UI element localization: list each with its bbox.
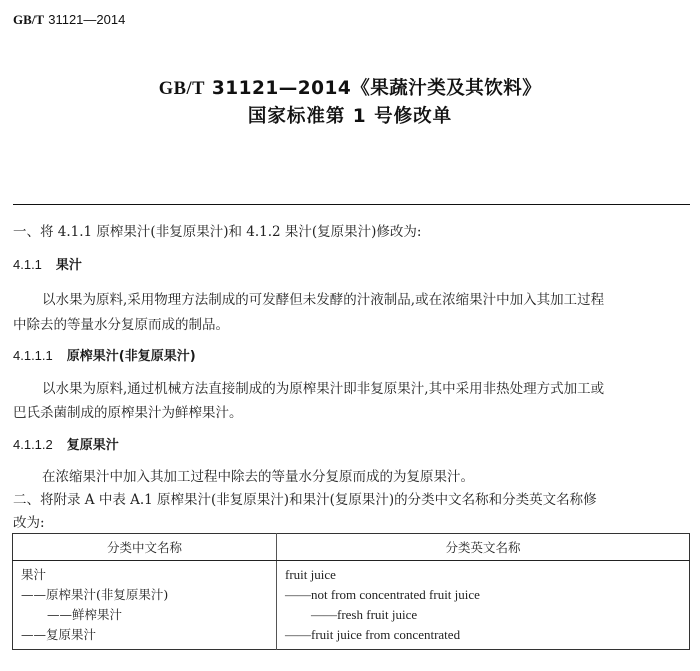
s4111-paragraph-line1: 以水果为原料,通过机械方法直接制成的为原榨果汁即非复原果汁,其中采用非热处理方式加工或	[42, 381, 605, 397]
zh-fruit-juice: 果汁	[21, 567, 47, 582]
classification-table	[12, 533, 690, 650]
table-row	[13, 561, 690, 650]
section-title: 原榨果汁(非复原果汁)	[66, 349, 196, 364]
header-chinese-name: 分类中文名称	[13, 534, 277, 561]
s4111-paragraph-line2: 巴氏杀菌制成的原榨果汁为鲜榨果汁。	[13, 405, 243, 421]
item2-line2: 改为:	[13, 515, 45, 531]
standard-number: 31121—2014	[48, 12, 126, 27]
document-title-line1	[0, 74, 700, 100]
section-4-1-1-1-heading	[13, 345, 196, 364]
s411-paragraph-line1: 以水果为原料,采用物理方法制成的可发酵但未发酵的汁液制品,或在浓缩果汁中加入其加工过程	[42, 292, 605, 308]
table-header-row	[13, 534, 690, 561]
en-fresh-juice: ——fresh fruit juice	[311, 607, 418, 622]
standard-code-header	[13, 12, 125, 28]
item2-line1: 二、将附录 A 中表 A.1 原榨果汁(非复原果汁)和果汁(复原果汁)的分类中文名称和分类英文名称修	[13, 492, 597, 508]
zh-nfc-juice: ——原榨果汁(非复原果汁)	[21, 587, 169, 602]
chinese-names-cell	[13, 561, 277, 650]
en-fruit-juice: fruit juice	[285, 567, 336, 582]
section-4-1-1-2-heading	[13, 434, 119, 453]
section-number: 4.1.1.2	[13, 437, 53, 452]
zh-fresh-juice: ——鲜榨果汁	[47, 607, 123, 622]
english-names-cell	[277, 561, 690, 650]
zh-from-concentrate: ——复原果汁	[21, 627, 97, 642]
document-title-line2: 国家标准第 1 号修改单	[247, 106, 453, 127]
en-from-concentrate: ——fruit juice from concentrated	[285, 627, 461, 642]
en-nfc-juice: ——not from concentrated fruit juice	[285, 587, 480, 602]
title-rest: 31121—2014《果蔬汁类及其饮料》	[204, 78, 542, 99]
item1-intro: 一、将 4.1.1 原榨果汁(非复原果汁)和 4.1.2 果汁(复原果汁)修改为:	[13, 224, 422, 240]
s411-paragraph-line2: 中除去的等量水分复原而成的制品。	[13, 317, 229, 333]
header-english-name: 分类英文名称	[277, 534, 690, 561]
section-number: 4.1.1.1	[13, 348, 53, 363]
title-prefix: GB/T	[158, 79, 205, 99]
section-title: 果汁	[55, 258, 82, 273]
divider-rule	[13, 204, 690, 205]
s4112-paragraph: 在浓缩果汁中加入其加工过程中除去的等量水分复原而成的为复原果汁。	[42, 469, 474, 485]
section-number: 4.1.1	[13, 257, 42, 272]
section-4-1-1-heading	[13, 254, 82, 273]
section-title: 复原果汁	[66, 438, 119, 453]
standard-prefix: GB/T	[13, 12, 45, 27]
